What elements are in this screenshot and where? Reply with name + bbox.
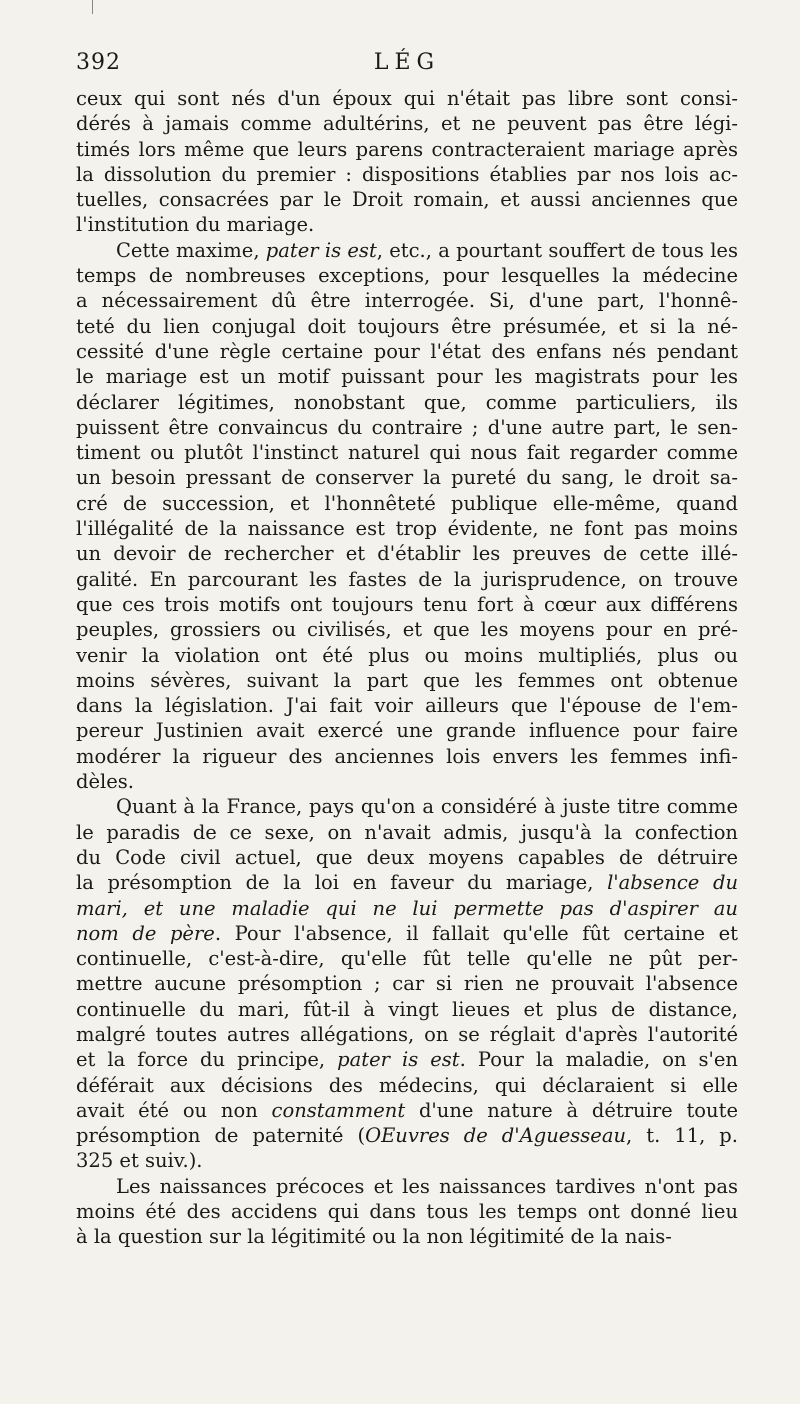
text-line: dans la législation. J'ai fait voir ailleurs que l'épouse de l'em- xyxy=(76,694,738,718)
text-line: mettre aucune présomption ; car si rien ne prouvait l'absence xyxy=(76,972,738,996)
page-number: 392 xyxy=(76,50,121,75)
paragraph xyxy=(76,794,738,1173)
running-head: LÉG xyxy=(373,50,441,75)
text-line: et la force du principe, pater is est. Pour la maladie, on s'en xyxy=(76,1048,738,1072)
text-line: du Code civil actuel, que deux moyens capables de détruire xyxy=(76,845,738,869)
text-line: la présomption de la loi en faveur du mariage, l'absence du xyxy=(76,871,738,895)
body-text xyxy=(76,86,738,1250)
paragraph xyxy=(76,1174,738,1250)
text-line: Quant à la France, pays qu'on a considéré à juste titre comme xyxy=(116,795,738,819)
text-line: moins été des accidens qui dans tous les temps ont donné lieu xyxy=(76,1200,738,1224)
text-line: nom de père. Pour l'absence, il fallait qu'elle fût certaine et xyxy=(76,921,738,945)
text-line: malgré toutes autres allégations, on se réglait d'après l'autorité xyxy=(76,1022,738,1046)
text-line: Cette maxime, pater is est, etc., a pourtant souffert de tous les xyxy=(116,238,738,262)
text-line: mari, et une maladie qui ne lui permette pas d'aspirer au xyxy=(76,896,738,920)
text-line: timent ou plutôt l'instinct naturel qui nous fait regarder comme xyxy=(76,441,738,465)
text-line: 325 et suiv.). xyxy=(76,1149,203,1173)
text-line: déférait aux décisions des médecins, qui déclaraient si elle xyxy=(76,1073,738,1097)
text-line: Les naissances précoces et les naissances tardives n'ont pas xyxy=(116,1174,738,1198)
text-line: temps de nombreuses exceptions, pour lesquelles la médecine xyxy=(76,264,738,288)
text-line: ceux qui sont nés d'un époux qui n'était pas libre sont consi- xyxy=(76,87,738,110)
text-line: avait été ou non constamment d'une nature à détruire toute xyxy=(76,1098,738,1122)
text-line: que ces trois motifs ont toujours tenu fort à cœur aux différens xyxy=(76,592,738,616)
text-line: cessité d'une règle certaine pour l'état des enfans nés pendant xyxy=(76,339,738,363)
text-line: timés lors même que leurs parens contracteraient mariage après xyxy=(76,137,738,161)
text-line: l'institution du mariage. xyxy=(76,213,315,237)
text-line: la dissolution du premier : dispositions établies par nos lois ac- xyxy=(76,162,738,186)
text-line: présomption de paternité (OEuvres de d'Aguesseau, t. 11, p. xyxy=(76,1124,738,1148)
text-line: le paradis de ce sexe, on n'avait admis, jusqu'à la confection xyxy=(76,820,738,844)
text-line: tuelles, consacrées par le Droit romain, et aussi anciennes que xyxy=(76,188,738,212)
text-line: dérés à jamais comme adultérins, et ne peuvent pas être légi- xyxy=(76,112,738,136)
text-line: un devoir de rechercher et d'établir les preuves de cette illé- xyxy=(76,542,738,566)
page-header xyxy=(76,50,738,82)
text-line: l'illégalité de la naissance est trop évidente, ne font pas moins xyxy=(76,517,738,541)
text-line: le mariage est un motif puissant pour les magistrats pour les xyxy=(76,365,738,389)
text-line: moins sévères, suivant la part que les femmes ont obtenue xyxy=(76,668,738,692)
text-line: peuples, grossiers ou civilisés, et que les moyens pour en pré- xyxy=(76,618,738,642)
text-line: continuelle, c'est-à-dire, qu'elle fût telle qu'elle ne pût per- xyxy=(76,947,738,971)
paper-mark xyxy=(92,0,93,14)
paragraph xyxy=(76,86,738,238)
text-line: déclarer légitimes, nonobstant que, comme particuliers, ils xyxy=(76,390,738,414)
text-line: pereur Justinien avait exercé une grande influence pour faire xyxy=(76,719,738,743)
text-line: a nécessairement dû être interrogée. Si, d'une part, l'honnê- xyxy=(76,289,738,313)
text-line: puissent être convaincus du contraire ; d'une autre part, le sen- xyxy=(76,415,738,439)
text-line: teté du lien conjugal doit toujours être présumée, et si la né- xyxy=(76,314,738,338)
paragraph xyxy=(76,238,738,795)
text-line: modérer la rigueur des anciennes lois envers les femmes infi- xyxy=(76,744,738,768)
text-line: à la question sur la légitimité ou la non légitimité de la nais- xyxy=(76,1225,672,1249)
text-line: galité. En parcourant les fastes de la jurisprudence, on trouve xyxy=(76,567,738,591)
text-line: continuelle du mari, fût-il à vingt lieues et plus de distance, xyxy=(76,997,738,1021)
text-line: venir la violation ont été plus ou moins multipliés, plus ou xyxy=(76,643,738,667)
text-line: un besoin pressant de conserver la pureté du sang, le droit sa- xyxy=(76,466,738,490)
text-line: dèles. xyxy=(76,770,135,794)
text-line: cré de succession, et l'honnêteté publique elle-même, quand xyxy=(76,491,738,515)
